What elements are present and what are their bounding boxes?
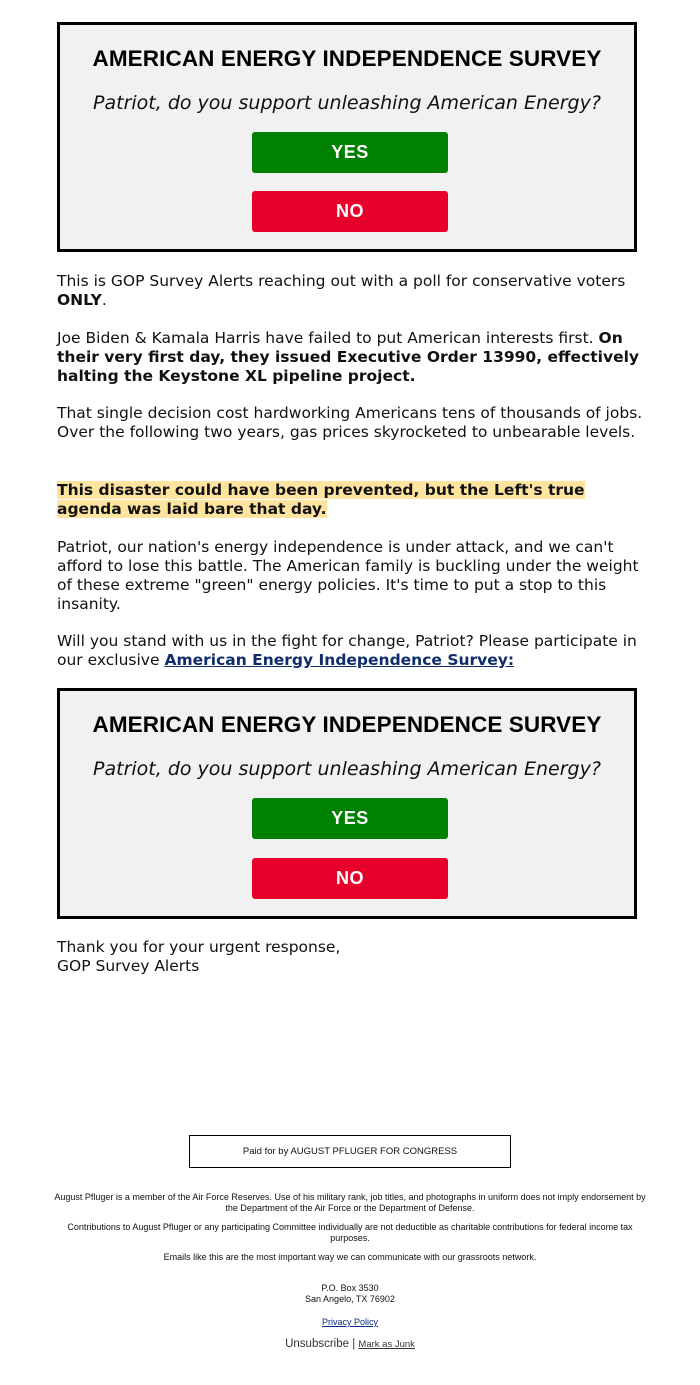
mailing-address [50,1283,650,1304]
survey-box-bottom [57,688,637,919]
executive-order-text: On their very first day, they issued Executive Order 13990, effectively halting the Keystone XL pipeline project. [57,329,640,385]
intro-text: This is GOP Survey Alerts reaching out with a poll for conservative voters [57,272,626,290]
biden-text: Joe Biden & Kamala Harris have failed to put American interests first. [57,329,599,347]
tax-disclaimer: Contributions to August Pfluger or any participating Committee individually are not deductible as charitable contributions for federal income tax purposes. [67,1222,633,1243]
jobs-paragraph: That single decision cost hardworking Americans tens of thousands of jobs. Over the following two years, gas prices skyrocketed to unbearable levels. [57,404,643,441]
separator: | [349,1338,359,1350]
paid-for-box: Paid for by AUGUST PFLUGER FOR CONGRESS [189,1135,511,1168]
intro-paragraph [57,272,649,310]
intro-bold: ONLY [57,291,102,309]
biden-paragraph [57,329,649,386]
survey-link[interactable]: American Energy Independence Survey: [164,651,515,669]
signoff-line-2: GOP Survey Alerts [57,957,200,975]
cta-paragraph [57,632,649,670]
po-box: P.O. Box 3530 [321,1283,379,1293]
energy-paragraph: Patriot, our nation's energy independence is under attack, and we can't afford to lose this battle. The American family is buckling under the weight of these extreme "green" energy policies. It's time to put a stop to this insanity. [57,538,639,613]
privacy-row [50,1317,650,1328]
signoff-line-1: Thank you for your urgent response, [57,938,341,956]
military-disclaimer: August Pfluger is a member of the Air Force Reserves. Use of his military rank, job titles, and photographs in uniform does not imply endorsement by the Department of the Air Force or the Department of Defense. [54,1192,646,1213]
yes-button[interactable]: YES [252,798,448,839]
survey-title: AMERICAN ENERGY INDEPENDENCE SURVEY [92,46,602,71]
unsubscribe-link[interactable]: Unsubscribe [285,1338,350,1350]
highlighted-text: This disaster could have been prevented, but the Left's true agenda was laid bare that day. [57,481,585,518]
unsubscribe-row [0,1338,700,1350]
city-state-zip: San Angelo, TX 76902 [305,1293,395,1304]
highlight-paragraph [57,481,649,519]
survey-box-top [57,22,637,252]
no-button[interactable]: NO [252,191,448,232]
cta-text: Will you stand with us in the fight for change, Patriot? Please participate in our exclusive [57,632,637,669]
yes-button[interactable]: YES [252,132,448,173]
no-button[interactable]: NO [252,858,448,899]
survey-question: Patriot, do you support unleashing American Energy? [93,758,601,780]
privacy-policy-link[interactable]: Privacy Policy [321,1317,378,1327]
survey-question: Patriot, do you support unleashing American Energy? [93,92,601,114]
mark-as-junk-link[interactable]: Mark as Junk [358,1339,415,1350]
survey-title: AMERICAN ENERGY INDEPENDENCE SURVEY [92,712,602,737]
signoff [57,938,649,976]
grassroots-note: Emails like this are the most important way we can communicate with our grassroots network. [163,1252,537,1262]
intro-end: . [101,291,107,309]
